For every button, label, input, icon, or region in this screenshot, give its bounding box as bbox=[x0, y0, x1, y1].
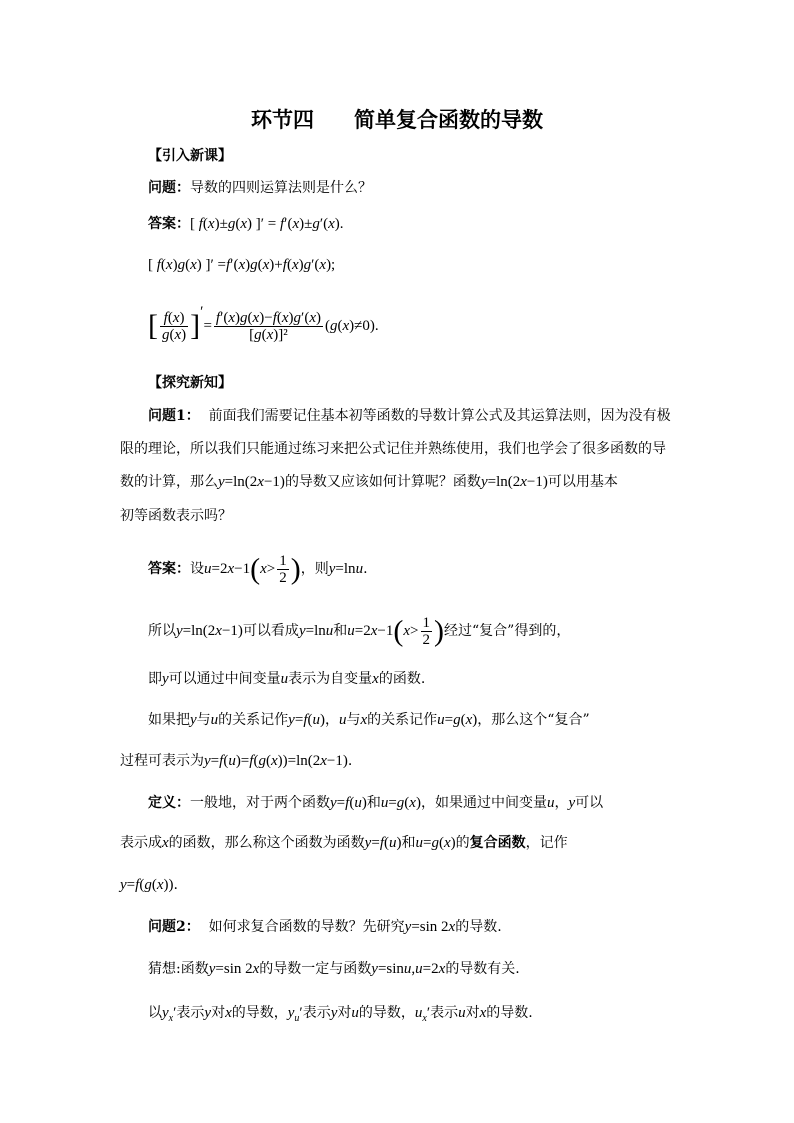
definition-line3: y=f(g(x)). bbox=[120, 877, 178, 893]
para-2: 即y可以通过中间变量u表示为自变量x的函数. bbox=[148, 671, 426, 687]
notation-line: 以$y_x'$表示y对x的导数，$y_u'$表示y对u的导数，$u_x'$表示u对x的导数. bbox=[148, 1005, 533, 1024]
section-heading-intro: 【引入新课】 bbox=[148, 148, 232, 164]
answer-0-line1: 答案：[ f(x)±g(x) ]′ = f′(x)±g′(x). bbox=[148, 216, 344, 232]
page-title: 环节四 简单复合函数的导数 bbox=[251, 107, 543, 132]
question-1-line4: 初等函数表示吗？ bbox=[120, 508, 232, 524]
question-1-line2: 限的理论，所以我们只能通过练习来把公式记住并熟练使用，我们也学会了很多函数的导 bbox=[120, 441, 666, 457]
para-3-line2: 过程可表示为y=f(u)=f(g(x))=ln(2x−1). bbox=[120, 753, 353, 769]
para-1: 所以y=ln(2x−1)可以看成y=lnu和u=2x−1(x> $\frac{1}{2}$ )经过“复合”得到的， bbox=[148, 614, 571, 648]
answer-1: 答案：设u=2x−1(x> $\frac{1}{2}$ )，则y=lnu. bbox=[148, 552, 368, 586]
question-1-line1: 问题1： 前面我们需要记住基本初等函数的导数计算公式及其运算法则，因为没有极 bbox=[148, 408, 671, 424]
question-0: 问题：导数的四则运算法则是什么？ bbox=[148, 180, 372, 196]
para-3-line1: 如果把y与u的关系记作y=f(u)，u与x的关系记作u=g(x)，那么这个“复合” bbox=[148, 712, 590, 728]
conjecture: 猜想:函数y=sin 2x的导数一定与函数y=sinu,u=2x的导数有关. bbox=[148, 961, 520, 977]
definition-line1: 定义：一般地，对于两个函数y=f(u)和u=g(x)，如果通过中间变量u，y可以 bbox=[148, 795, 604, 811]
section-heading-explore: 【探究新知】 bbox=[148, 375, 232, 391]
answer-0-line2: [ f(x)g(x) ]′ =f′(x)g(x)+f(x)g′(x); bbox=[148, 257, 336, 273]
question-2: 问题2： 如何求复合函数的导数？先研究y=sin 2x的导数. bbox=[148, 919, 502, 935]
definition-line2: 表示成x的函数，那么称这个函数为函数y=f(u)和u=g(x)的复合函数，记作 bbox=[120, 835, 568, 851]
answer-0-line3: [ $\frac{f(x)}{g(x)}$ ]′= $\frac{f'(x)g(x)-f(x)g'(x)}{\text{[g(x)]²}}$ (g(x)≠0). bbox=[148, 304, 379, 343]
question-1-line3: 数的计算，那么y=ln(2x−1)的导数又应该如何计算呢？函数y=ln(2x−1)可以用基本 bbox=[120, 474, 618, 490]
